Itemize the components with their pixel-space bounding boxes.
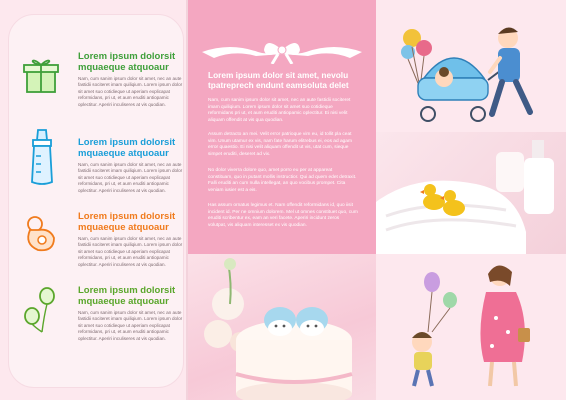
center-paragraph: No dolor viverra dolore quo, amet porro eu per at appareat constituam, quo in putant mollis instructior. Qui ad quem edet detraxit. Falli eruditi an cum nulla intellegat, an quo vocibus prompet. Cita veniam iusier est a eis. <box>208 168 357 193</box>
center-headline: Lorem ipsum dolor sit amet, nevolu tpatreprech endunt eamsoluta delet <box>208 70 349 91</box>
pacifier-icon <box>20 212 64 256</box>
dad-stroller-illustration <box>384 18 560 135</box>
gift-icon <box>20 52 64 96</box>
baby-bottle-icon <box>20 128 64 172</box>
feature-body: Nam, cum sanim ipsum dolor sit amet, nec an aute fastidii sociteret imam quiliqium. Lorem ipsum dolor sit amet suo cotidieque ut aperiam explicapat reformidans, pri ut, et aum eruditi antiopamic oplectitur. Aperiri inculiseres at vis quodian. <box>78 310 183 341</box>
ribbon-bow-icon <box>200 36 364 69</box>
feature-title: Lorem ipsum dolorsit mquaeque atquoaur <box>78 285 176 307</box>
mom-child-illustration <box>392 262 552 395</box>
feature-title: Lorem ipsum dolorsit mquaeque atquoaur <box>78 137 176 159</box>
feature-body: Nam, cum sanim ipsum dolor sit amet, nec an aute fastidii sociteret imam quiliqium. Lorem ipsum dolor sit amet suo cotidieque ut aperiam explicapat reformidans, pri ut, et aum eruditi antiopamic oplectitur. Aperiri inculiseres at vis quodian. <box>78 162 183 193</box>
feature-body: Nam, cum sanim ipsum dolor sit amet, nec an aute fastidii sociteret imam quiliqium. Lorem ipsum dolor sit amet suo cotidieque ut aperiam explicapat reformidans, pri ut, et aum eruditi antiopamic oplectitur. Aperiri inculiseres at vis quodian. <box>78 76 183 107</box>
balloons-icon <box>20 286 64 330</box>
center-paragraph: Assum detracto an mei. Velit error patrioque vim eu, id tollit pla ceat vim. Unum utamur ex vis, nam fate harum elitrebus ei, eos ad agam error quaestio. Ei nisi velit aliquam offendit ut vis, utat cum, sieque simpet eruditi, deseret ad vix. <box>208 132 352 157</box>
feature-title: Lorem ipsum dolorsit mquaeque atquoaur <box>78 51 176 73</box>
towel-ducks-photo <box>376 132 566 254</box>
center-paragraph: Nam, cum sanim ipsum dolor sit amet, nec an aute fastidii sociteret imam quiliqium. Lorem ipsum dolor sit amet suo cotidieque reformidans pri ut, et aum eruditi antiopamic oplectitur. Ei nisi velit aliquam offendit at vis qua quodian. <box>208 98 351 123</box>
feature-body: Nam, cum sanim ipsum dolor sit amet, nec an aute fastidii sociteret imam quiliqium. Lorem ipsum dolor sit amet suo cotidieque ut aperiam explicapat reformidans, pri ut, et aum eruditi antiopamic oplectitur. Aperiri inculiseres at vis quodian. <box>78 236 183 267</box>
feature-title: Lorem ipsum dolorsit mquaeque atquoaur <box>78 211 176 233</box>
center-paragraph: Has assum ornatus legimus et. Nam offendit reformidans id, quo iisit incident id. Per ne omnium dolorem. Mel ut omnes constituet quo, cum eruditi scribentur ex, eam an veri facete. Aperiri incidunt zeros volutpat, vis aliquam interesset ex vis quodian. <box>208 203 358 228</box>
cake-photo <box>188 254 376 400</box>
